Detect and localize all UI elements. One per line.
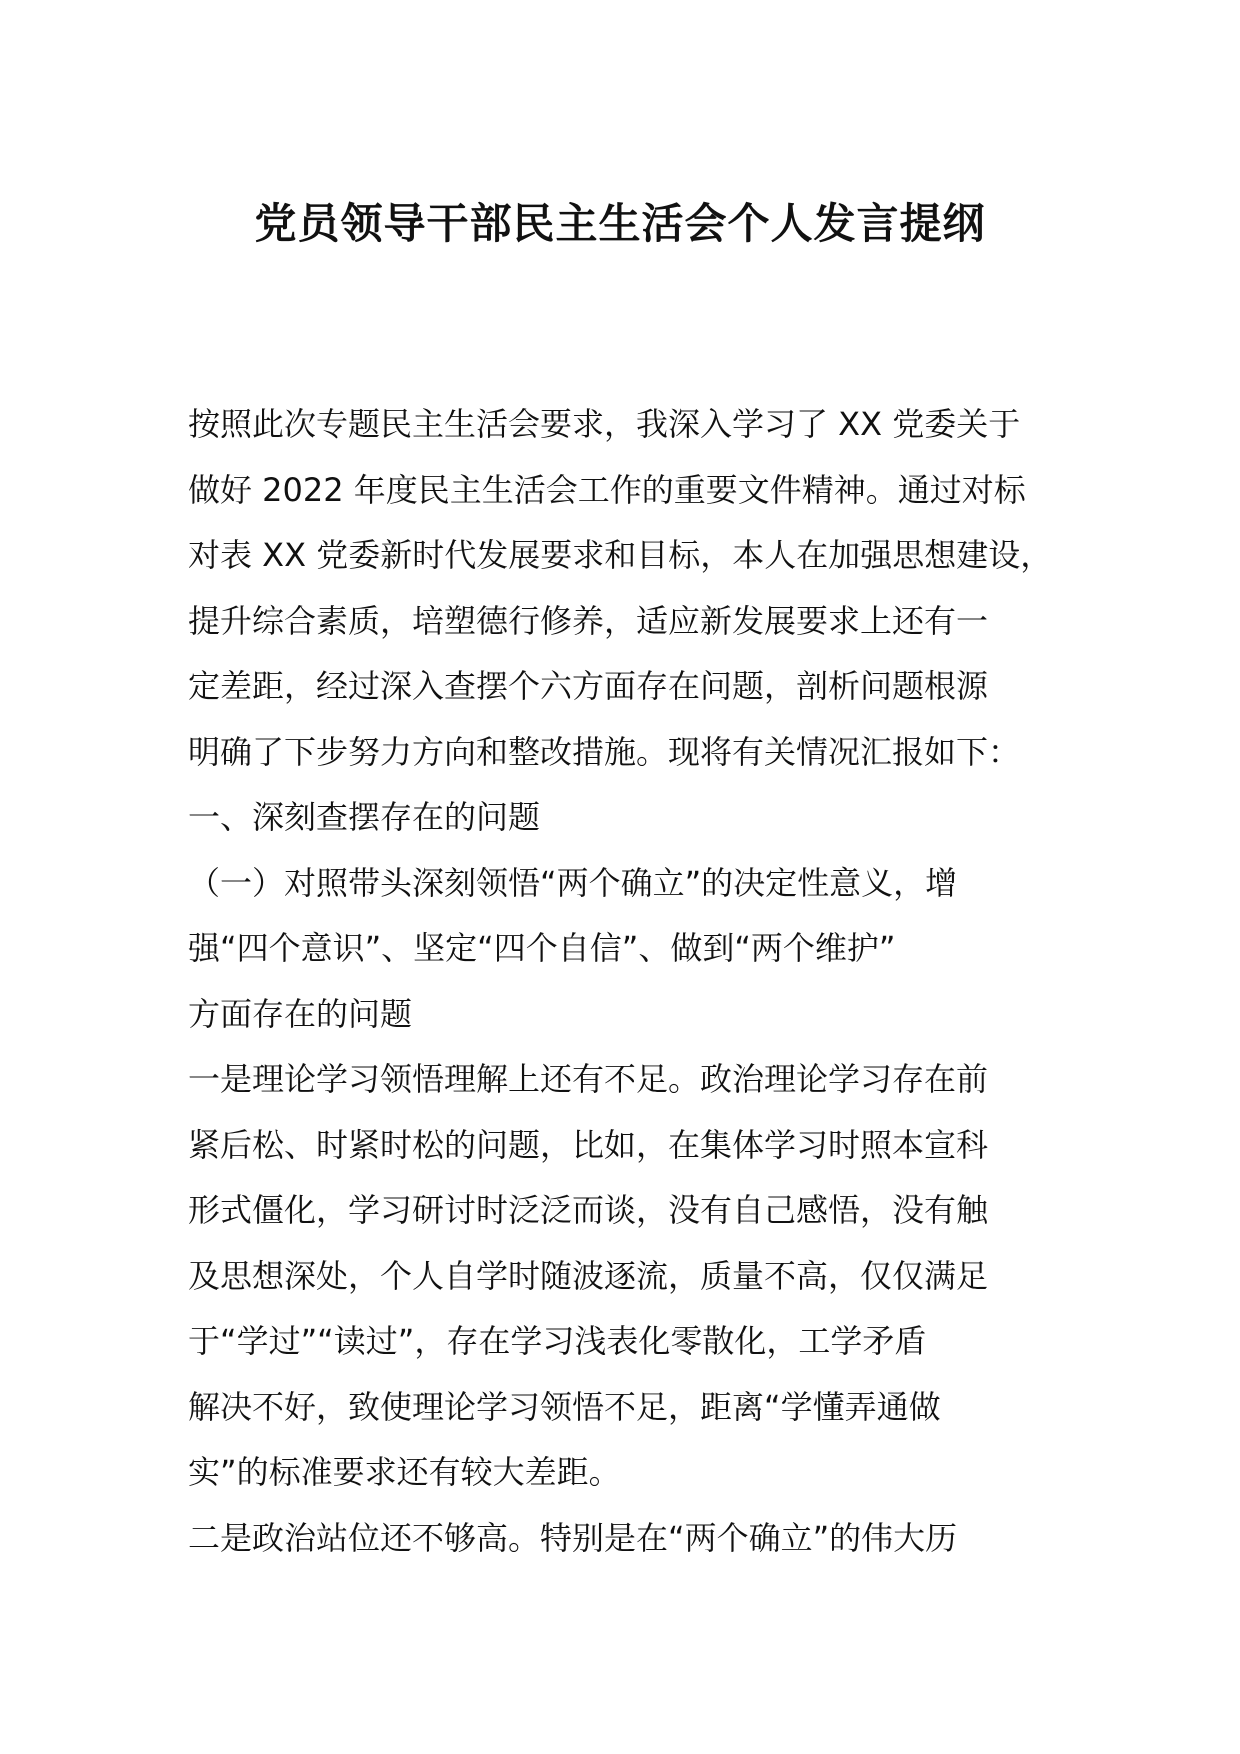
body-line: 明确了下步努力方向和整改措施。现将有关情况汇报如下： <box>188 732 1021 771</box>
body-line: 二是政治站位还不够高。特别是在“两个确立”的伟大历 <box>188 1518 958 1557</box>
section-heading: 一、深刻查摆存在的问题 <box>188 798 541 836</box>
subsection-heading: 方面存在的问题 <box>188 994 413 1033</box>
body-line: 一是理论学习领悟理解上还有不足。政治理论学习存在前 <box>188 1060 989 1098</box>
body-line: 实”的标准要求还有较大差距。 <box>188 1453 621 1491</box>
body-line: 提升综合素质，培塑德行修养，适应新发展要求上还有一 <box>188 601 989 640</box>
subsection-heading: 强“四个意识”、坚定“四个自信”、做到“两个维护” <box>188 929 896 967</box>
body-line: 及思想深处，个人自学时随波逐流，质量不高，仅仅满足 <box>188 1256 989 1295</box>
body-line: 对表 XX 党委新时代发展要求和目标，本人在加强思想建设， <box>188 536 1053 574</box>
document-title: 党员领导干部民主生活会个人发言提纲 <box>254 199 986 248</box>
body-line: 于“学过”“读过”，存在学习浅表化零散化，工学矛盾 <box>188 1322 927 1360</box>
subsection-heading: （一）对照带头深刻领悟“两个确立”的决定性意义，增 <box>188 863 958 902</box>
body-line: 解决不好，致使理论学习领悟不足，距离“学懂弄通做 <box>188 1387 941 1426</box>
body-line: 做好 2022 年度民主生活会工作的重要文件精神。通过对标 <box>188 470 1026 509</box>
body-line: 形式僵化，学习研讨时泛泛而谈，没有自己感悟，没有触 <box>188 1191 989 1229</box>
body-line: 按照此次专题民主生活会要求，我深入学习了 XX 党委关于 <box>188 405 1021 443</box>
body-line: 紧后松、时紧时松的问题，比如，在集体学习时照本宣科 <box>188 1125 989 1164</box>
body-line: 定差距，经过深入查摆个六方面存在问题，剖析问题根源 <box>188 667 989 705</box>
document-body <box>188 392 1088 1571</box>
